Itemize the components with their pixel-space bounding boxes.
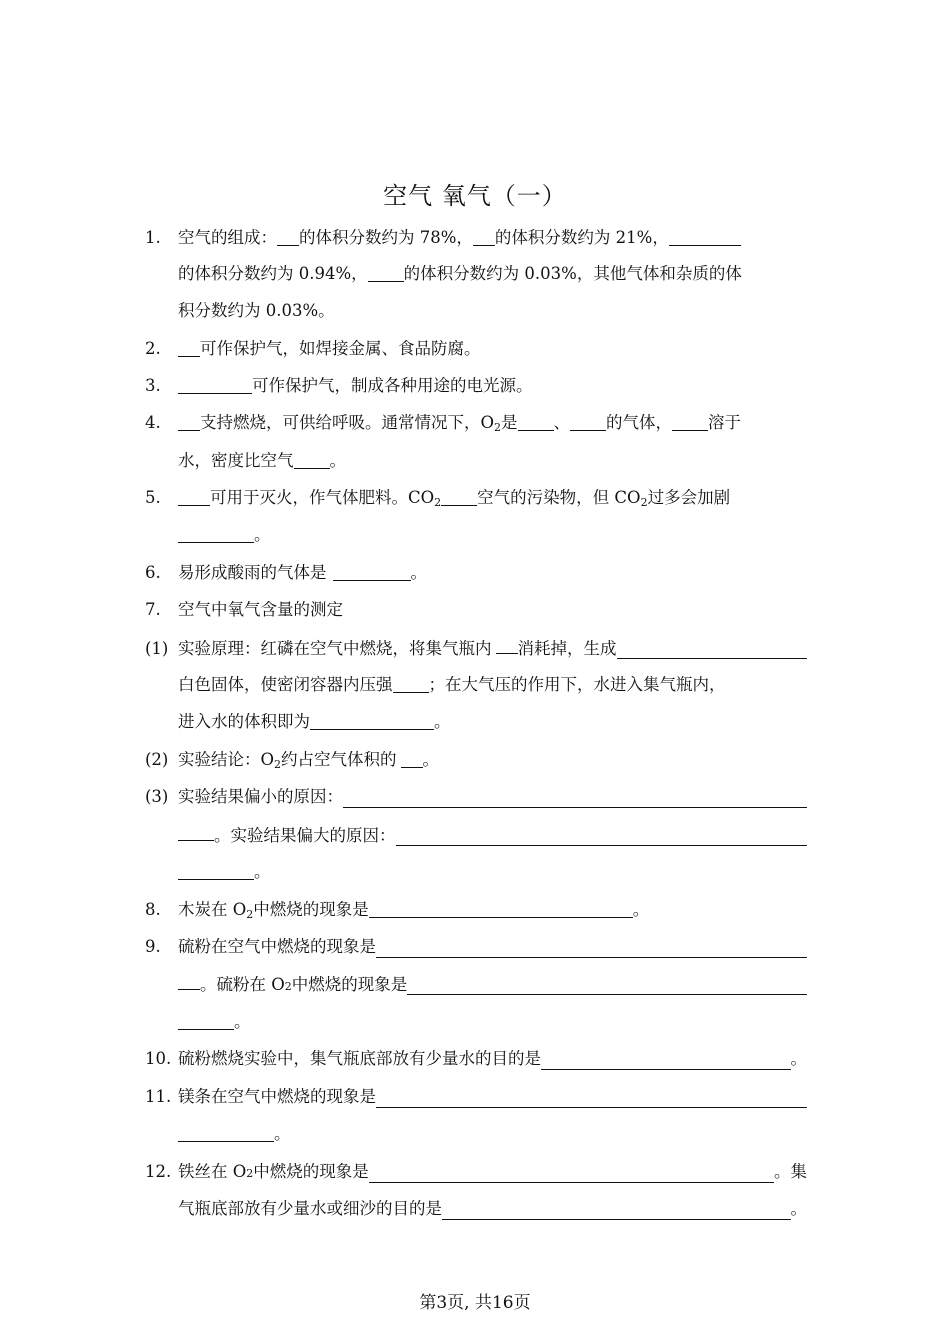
question-5-line-1: 5. 可用于灭火，作气体肥料。$CO_2$ 空气的污染物，但 $CO_2$过多会加剧 [145,488,731,509]
question-4-line-2: 水，密度比空气 。 [178,451,346,470]
question-9-line-1: 9. 硫粉在空气中燃烧的现象是 [145,934,807,960]
part-1-line-1: (1) 实验原理：红磷在空气中燃烧，将集气瓶内 消耗掉，生成 [145,635,807,661]
part-2: (2) 实验结论：$O_2$约占空气体积的 。 [145,750,440,771]
question-12-line-2: 气瓶底部放有少量水或细沙的目的是 。 [178,1199,807,1218]
blank[interactable] [368,263,404,282]
blank[interactable] [310,711,434,730]
part-3-line-2: 。实验结果偏大的原因： [178,822,807,848]
question-8: 8. 木炭在 $O_2$中燃烧的现象是 。 [145,900,650,921]
blank[interactable] [672,412,708,431]
blank[interactable] [343,789,807,808]
blank[interactable] [376,939,807,958]
question-1-line-3: 积分数约为 0.03%。 [178,301,335,320]
blank[interactable] [178,861,254,880]
question-7: 7. 空气中氧气含量的测定 [145,600,343,619]
blank[interactable] [518,412,554,431]
blank[interactable] [178,375,252,394]
blank[interactable] [178,822,214,841]
blank[interactable] [401,749,423,768]
blank[interactable] [570,412,606,431]
blank[interactable] [617,640,808,659]
question-5-line-2: 。 [178,522,807,548]
blank[interactable] [178,487,210,506]
blank[interactable] [369,899,633,918]
blank[interactable] [178,1123,274,1142]
question-9-line-3: 。 [178,1009,807,1035]
page-footer: 第3页, 共16页 [419,1293,531,1313]
question-9-line-2: 。硫粉在 O 2 中燃烧的现象是 [178,971,807,997]
question-2: 2. 可作保护气，如焊接金属、食品防腐。 [145,339,481,358]
blank[interactable] [294,450,330,469]
blank[interactable] [333,562,411,581]
part-3-line-1: (3) 实验结果偏小的原因： [145,784,807,810]
part-1-line-2: 白色固体，使密闭容器内压强 ；在大气压的作用下，水进入集气瓶内， [178,675,726,694]
question-12-line-1: 12. 铁丝在 O 2 中燃烧的现象是 。集 [145,1162,807,1181]
question-3: 3. 可作保护气，制成各种用途的电光源。 [145,376,533,395]
question-4-line-1: 4. 支持燃烧，可供给呼吸。通常情况下，$O_2$是 、 的气体， 溶于 [145,413,742,434]
question-10: 10. 硫粉燃烧实验中，集气瓶底部放有少量水的目的是 。 [145,1049,807,1068]
blank[interactable] [541,1051,791,1070]
blank[interactable] [376,1089,807,1108]
blank[interactable] [178,1011,234,1030]
question-1-line-1: 1. 空气的组成： 的体积分数约为 78%， 的体积分数约为 21%， [145,225,807,251]
question-11-line-2: 。 [178,1121,807,1147]
question-11-line-1: 11. 镁条在空气中燃烧的现象是 [145,1084,807,1110]
blank[interactable] [178,524,254,543]
blank[interactable] [669,227,741,246]
blank[interactable] [178,971,200,990]
blank[interactable] [441,487,477,506]
blank[interactable] [442,1201,791,1220]
blank[interactable] [396,827,808,846]
question-6: 6. 易形成酸雨的气体是 。 [145,563,427,582]
blank[interactable] [496,635,518,654]
page-title: 空气 氧气（一） [383,182,567,210]
blank[interactable] [369,1164,774,1183]
question-1-line-2: 的体积分数约为 0.94%， 的体积分数约为 0.03%，其他气体和杂质的体 [178,264,742,283]
blank[interactable] [473,227,495,246]
part-1-line-3: 进入水的体积即为 。 [178,712,451,731]
blank[interactable] [178,338,200,357]
blank[interactable] [393,674,429,693]
blank[interactable] [407,976,807,995]
blank[interactable] [277,227,299,246]
part-3-line-3: 。 [178,859,807,885]
blank[interactable] [178,412,200,431]
